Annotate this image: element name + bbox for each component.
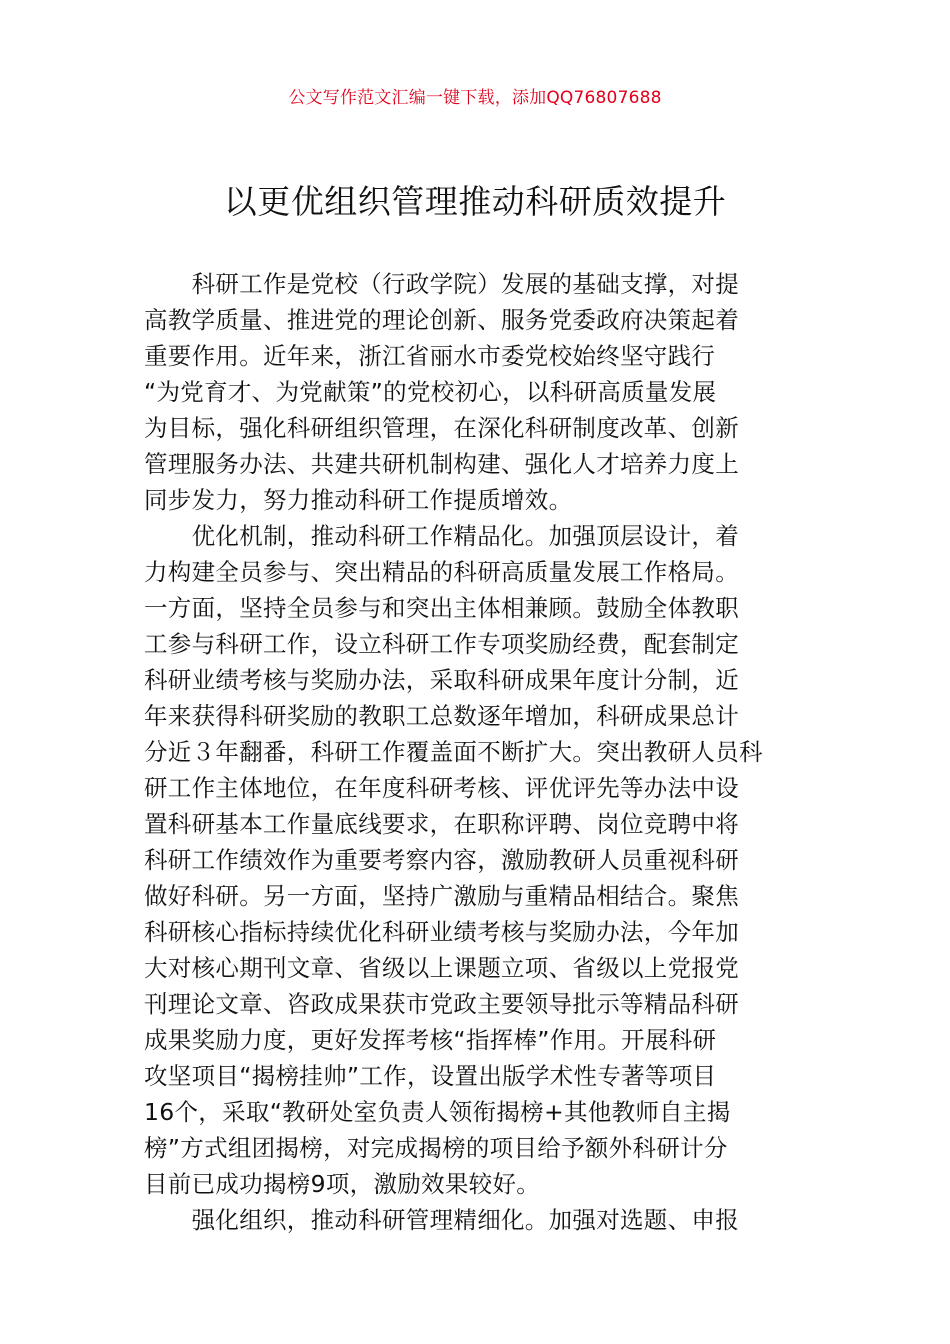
body-line: 目前已成功揭榜9项，激励效果较好。 [144,1170,541,1198]
document-title: 以更优组织管理推动科研质效提升 [223,182,727,221]
body-line: 大对核心期刊文章、省级以上课题立项、省级以上党报党 [144,954,739,982]
body-line: “为党育才、为党献策”的党校初心，以科研高质量发展 [144,378,717,406]
body-line: 科研业绩考核与奖励办法，采取科研成果年度计分制，近 [144,666,739,694]
document-body [144,266,808,1238]
body-line: 攻坚项目“揭榜挂帅”工作，设置出版学术性专著等项目 [144,1062,717,1090]
body-line: 刊理论文章、咨政成果获市党政主要领导批示等精品科研 [144,990,739,1018]
body-line: 榜”方式组团揭榜，对完成揭榜的项目给予额外科研计分 [144,1134,728,1162]
body-line: 科研工作绩效作为重要考察内容，激励教研人员重视科研 [144,846,739,874]
body-line: 研工作主体地位，在年度科研考核、评优评先等办法中设 [144,774,739,802]
body-line: 置科研基本工作量底线要求，在职称评聘、岗位竞聘中将 [144,810,739,838]
body-line: 科研核心指标持续优化科研业绩考核与奖励办法，今年加 [144,918,739,946]
body-line: 强化组织，推动科研管理精细化。加强对选题、申报 [144,1206,739,1234]
body-line: 做好科研。另一方面，坚持广激励与重精品相结合。聚焦 [144,882,739,910]
body-line: 力构建全员参与、突出精品的科研高质量发展工作格局。 [144,558,739,586]
body-line: 年来获得科研奖励的教职工总数逐年增加，科研成果总计 [144,702,739,730]
body-line: 优化机制，推动科研工作精品化。加强顶层设计，着 [144,522,739,550]
body-line: 为目标，强化科研组织管理，在深化科研制度改革、创新 [144,414,739,442]
body-line: 分近３年翻番，科研工作覆盖面不断扩大。突出教研人员科 [144,738,763,766]
body-line: 同步发力，努力推动科研工作提质增效。 [144,486,573,514]
body-line: 管理服务办法、共建共研机制构建、强化人才培养力度上 [144,450,739,478]
body-line: 科研工作是党校（行政学院）发展的基础支撑，对提 [144,270,739,298]
body-line: 重要作用。近年来，浙江省丽水市委党校始终坚守践行 [144,342,716,370]
body-line: 成果奖励力度，更好发挥考核“指挥棒”作用。开展科研 [144,1026,717,1054]
body-line: 16个，采取“教研处室负责人领衔揭榜+其他教师自主揭 [144,1098,731,1126]
body-line: 一方面，坚持全员参与和突出主体相兼顾。鼓励全体教职 [144,594,739,622]
download-ad-banner[interactable]: 公文写作范文汇编一键下载，添加QQ76807688 [288,88,662,108]
body-line: 高教学质量、推进党的理论创新、服务党委政府决策起着 [144,306,739,334]
body-line: 工参与科研工作，设立科研工作专项奖励经费，配套制定 [144,630,739,658]
